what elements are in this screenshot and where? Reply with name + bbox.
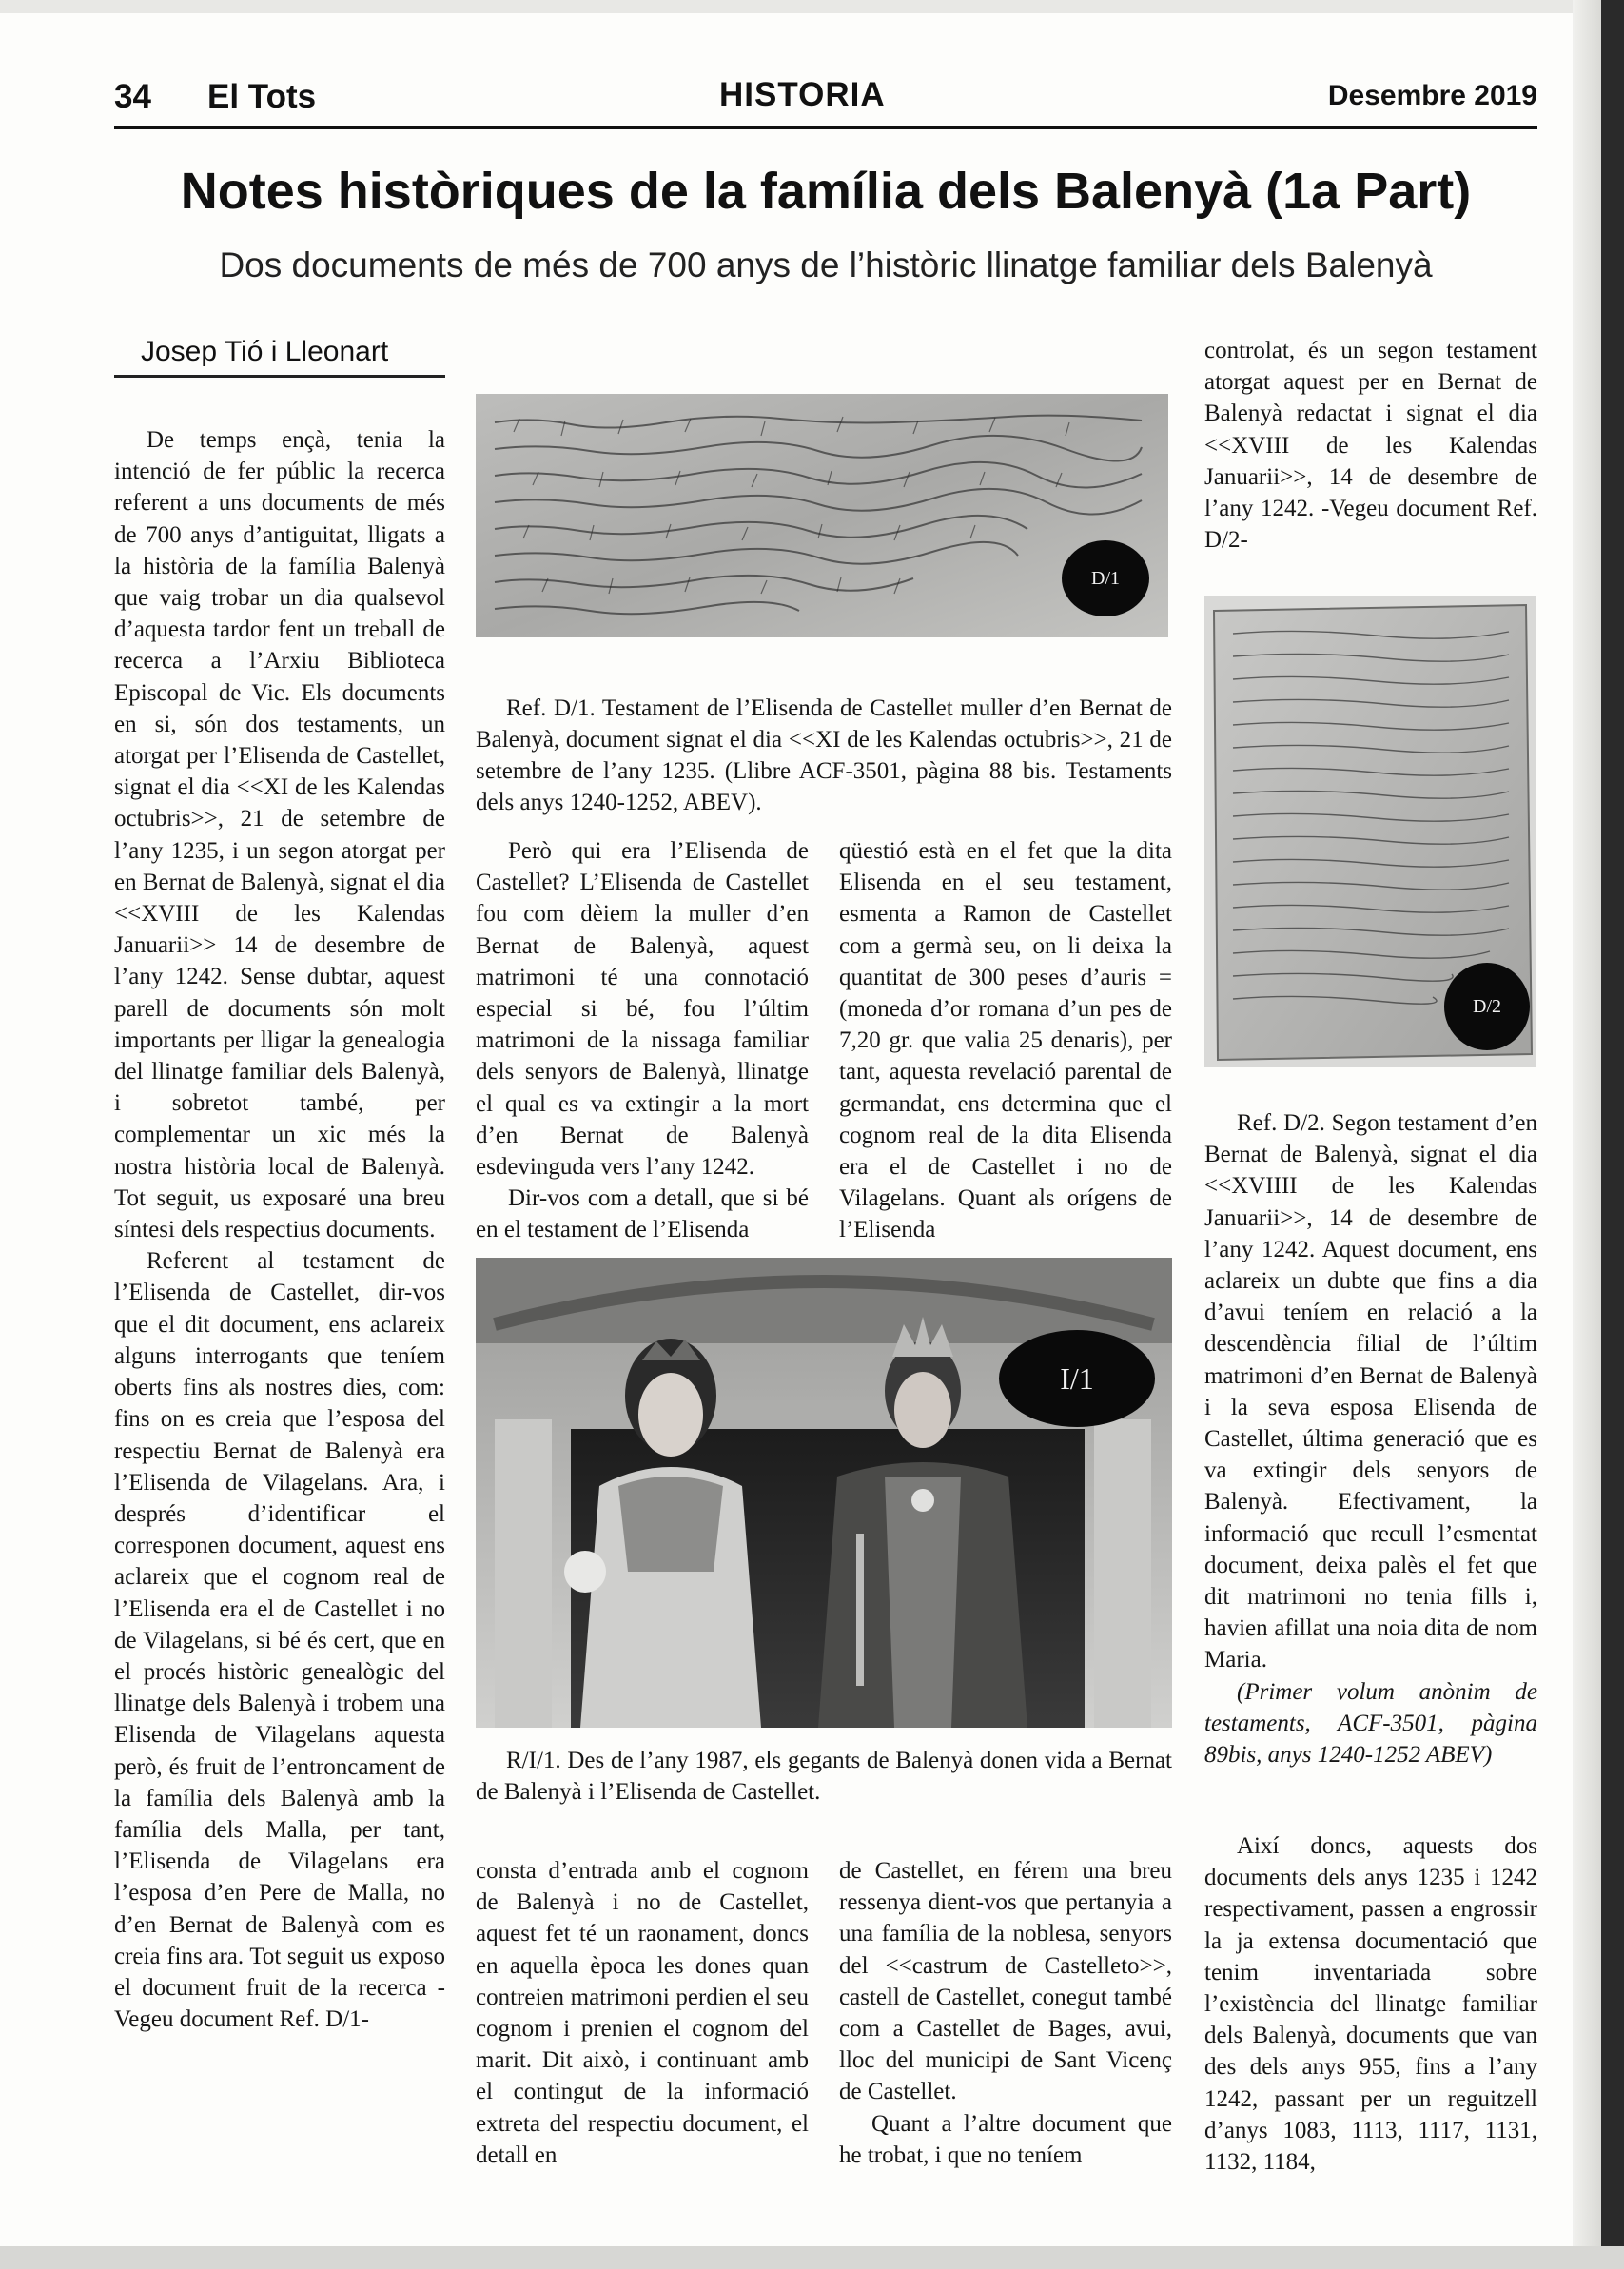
caption-d1: Ref. D/1. Testament de l’Elisenda de Castellet muller d’en Bernat de Balenyà, document signat el dia <<XI de les Kalendas octubris>>, 21 de setembre de l’any 1235. (Llibre ACF-3501, pàgina 88 bis. Testaments dels anys 1240-1252, ABEV). <box>476 695 1172 815</box>
publication-name: El Tots <box>207 78 317 115</box>
scan-top-edge <box>0 0 1624 13</box>
column-2-lower-left <box>476 1855 809 2171</box>
caption-d2-text: Ref. D/2. Segon testament d’en Bernat de Balenyà, signat el dia <<XVIIII de les Kalendas Januarii>>, 14 de desembre de l’any 1242. Aquest document, ens aclareix un dubte que fins a dia d’avui teníem en relació a la descendència filial de l’últim matrimoni d’en Bernat de Balenyà i la seva esposa Elisenda de Castellet, última generació que es va extingir dels senyors de Balenyà. Efectivament, la informació que recull l’esmentat document, deixa palès el fet que dit matrimoni no tenia fills i, havien afillat una noia dita de nom Maria. <box>1204 1110 1537 1673</box>
issue-date: Desembre 2019 <box>1327 80 1537 111</box>
column-2-upper-right <box>839 835 1172 1246</box>
column-1 <box>114 424 445 2035</box>
paragraph: Referent al testament de l’Elisenda de Castellet, dir-vos que el dit document, ens aclareix alguns interrogants que teníem oberts fins als nostres dies, com: fins on es creia que l’esposa del respectiu Bernat de Balenyà era l’Elisenda de Vilagelans. Ara, i després d’identificar el corresponen document, aquest ens aclareix que el cognom real de l’Elisenda era el de Castellet i no de Vilagelans, si bé és cert, que en el procés històric genealògic del llinatge dels Balenyà i trobem una Elisenda de Vilagelans aquesta però, és fruit de l’entroncament de la família dels Balenyà amb la família dels Malla, per tant, l’Elisenda de Vilagelans era l’esposa d’en Pere de Malla, no d’en Bernat de Balenyà com es creia fins ara. Tot seguit us exposo el document fruit de la recerca -Vegeu document Ref. D/1- <box>114 1248 445 2033</box>
scan-dark-border <box>1601 0 1624 2269</box>
caption-d2-source: (Primer volum anònim de testaments, ACF-3501, pàgina 89bis, anys 1240-1252 ABEV) <box>1204 1678 1537 1769</box>
column-3-top <box>1204 335 1537 556</box>
d2-badge: D/2 <box>1444 963 1530 1050</box>
article-author: Josep Tió i Lleonart <box>141 336 389 367</box>
paragraph: Així doncs, aquests dos documents dels anys 1235 i 1242 respectivament, passen a engrossir la ja extensa documentació que tenim inventariada sobre l’existència del llinatge familiar dels Balenyà, documents que van des dels anys 955, fins a l’any 1242, passant per un reguitzell d’anys 1083, 1113, 1117, 1131, 1132, 1184, <box>1204 1833 1537 2176</box>
document-d1-photo <box>476 394 1168 637</box>
column-3-bottom <box>1204 1830 1537 2178</box>
page-number: 34 <box>114 78 151 115</box>
article-subtitle: Dos documents de més de 700 anys de l’històric llinatge familiar dels Balenyà <box>219 245 1433 284</box>
column-2-upper-left <box>476 835 809 1246</box>
article-title: Notes històriques de la família dels Balenyà (1a Part) <box>180 163 1472 220</box>
section-name: HISTORIA <box>719 76 886 113</box>
d1-badge: D/1 <box>1062 540 1149 616</box>
paragraph: qüestió està en el fet que la dita Elisenda en el seu testament, esmenta a Ramon de Castellet com a germà seu, on li deixa la quantitat de 300 peses d’auris = (moneda d’or romana d’un pes de 7,20 gr. que valia 25 denaris), per tant, aquesta revelació parental de germandat, ens determina que el cognom real de la dita Elisenda era el de Castellet i no de Vilagelans. Quant als orígens de l’Elisenda <box>839 838 1172 1243</box>
paragraph: controlat, és un segon testament atorgat aquest per en Bernat de Balenyà redactat i signat el dia <<XVIII de les Kalendas Januarii>>, 14 de desembre de l’any 1242. -Vegeu document Ref. D/2- <box>1204 338 1537 554</box>
page-header <box>114 76 1537 124</box>
paragraph: Però qui era l’Elisenda de Castellet? L’Elisenda de Castellet fou com dèiem la muller d’en Bernat de Balenyà, aquest matrimoni té una connotació especial si bé, fou l’últim matrimoni de la nissaga familiar dels senyors de Balenyà, llinatge el qual es va extingir a la mort d’en Bernat de Balenyà esdevinguda vers l’any 1242. <box>476 838 809 1181</box>
header-rule <box>114 126 1537 129</box>
scan-bottom-edge <box>0 2246 1624 2269</box>
paragraph: Dir-vos com a detall, que si bé en el testament de l’Elisenda <box>476 1185 809 1243</box>
paragraph: Quant a l’altre document que he trobat, i que no teníem <box>839 2110 1172 2168</box>
paragraph: de Castellet, en férem una breu ressenya dient-vos que pertanyia a una família de la noblesa, senyors del <<castrum de Castelleto>>, castell de Castellet, conegut també com a Castellet de Bages, avui, lloc del municipi de Sant Vicenç de Castellet. <box>839 1858 1172 2105</box>
caption-d2 <box>1204 1107 1537 1770</box>
next-page-edge <box>1573 0 1601 2269</box>
paragraph: De temps ençà, tenia la intenció de fer públic la recerca referent a uns documents de més de 700 anys d’antiguitat, lligats a la història de la família Balenyà que vaig trobar un dia qualsevol d’aquesta tardor fent un treball de recerca a l’Arxiu Biblioteca Episcopal de Vic. Els documents en si, són dos testaments, un atorgat per l’Elisenda de Castellet, signat el dia <<XI de les Kalendas octubris>>, 21 de setembre de l’any 1235, i un segon atorgat per en Bernat de Balenyà, signat el dia <<XVIII de les Kalendas Januarii>> 14 de desembre de l’any 1242. Sense dubtar, aquest parell de documents són molt importants per lligar la genealogia del llinatge familiar dels Balenyà, i sobretot també, per complementar un xic més la nostra història local de Balenyà. Tot seguit, us exposaré una breu síntesi dels respectius documents. <box>114 427 445 1243</box>
paragraph: consta d’entrada amb el cognom de Balenyà i no de Castellet, aquest fet té un raonament, doncs en aquella època les dones quan contreien matrimoni perdien el seu cognom i prenien el cognom del marit. Dit això, i continuant amb el contingut de la informació extreta del respectiu document, el detall en <box>476 1858 809 2168</box>
column-2-lower-right <box>839 1855 1172 2171</box>
caption-i1: R/I/1. Des de l’any 1987, els gegants de Balenyà donen vida a Bernat de Balenyà i l’Elisenda de Castellet. <box>476 1748 1172 1805</box>
giants-photo <box>476 1258 1172 1728</box>
i1-badge: I/1 <box>999 1330 1155 1427</box>
author-rule <box>114 375 445 378</box>
